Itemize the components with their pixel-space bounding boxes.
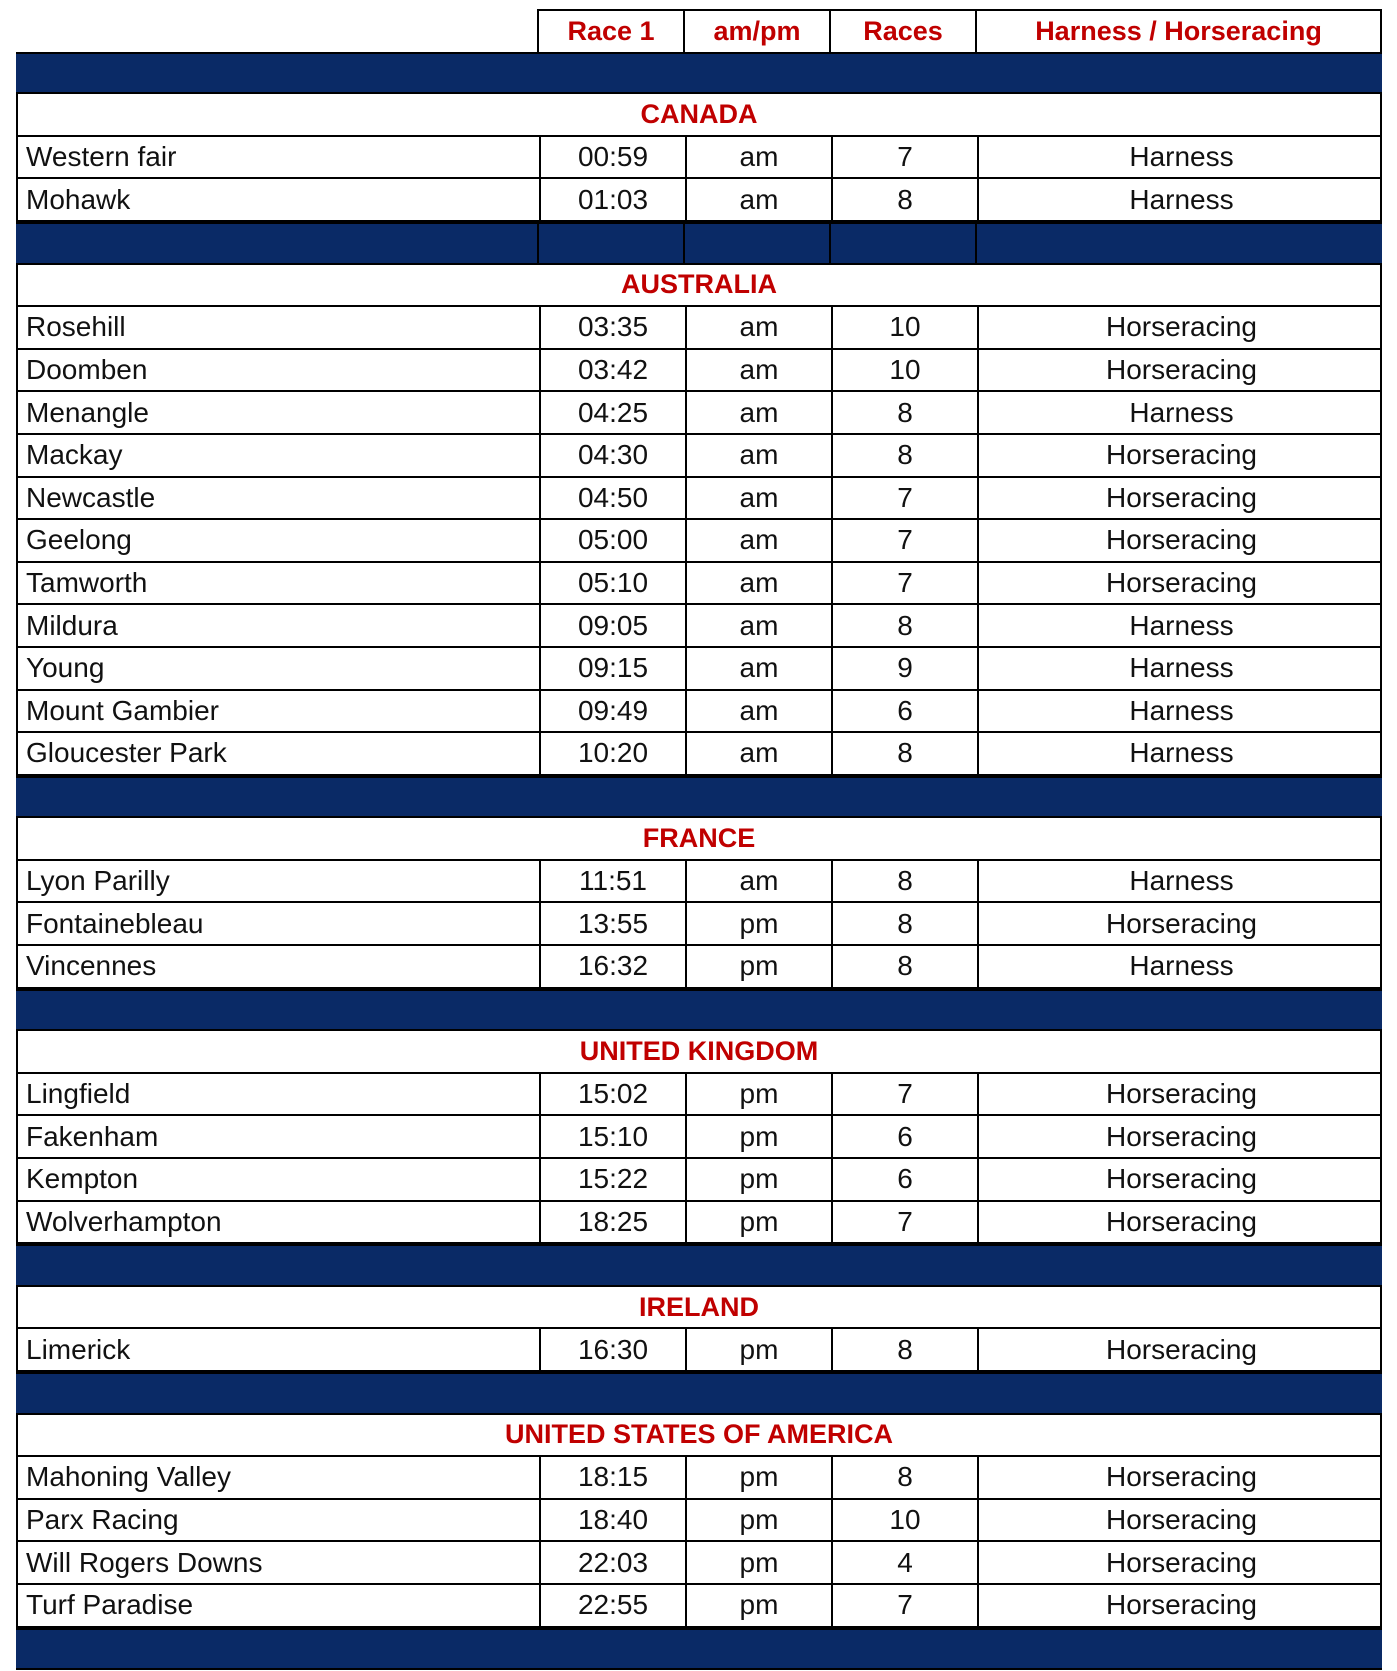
races-count-cell: 8 (831, 435, 977, 476)
races-count-cell: 7 (831, 1202, 977, 1243)
table-row (16, 392, 1382, 435)
table-row (16, 605, 1382, 648)
race-schedule-table (16, 9, 1382, 1670)
header-races: Races (829, 9, 975, 52)
race-type-cell: Horseracing (977, 1116, 1384, 1157)
race-type-cell: Horseracing (977, 1542, 1384, 1583)
ampm-cell: am (685, 691, 831, 732)
race1-time-cell: 03:42 (539, 350, 685, 391)
ampm-cell: am (685, 478, 831, 519)
table-row (16, 350, 1382, 393)
venue-cell: Kempton (26, 1163, 139, 1195)
ampm-cell: pm (685, 1457, 831, 1498)
race1-time-cell: 18:40 (539, 1500, 685, 1541)
ampm-cell: pm (685, 946, 831, 987)
races-count-cell: 7 (831, 1585, 977, 1626)
race-type-cell: Harness (977, 691, 1384, 732)
section-title: AUSTRALIA (16, 265, 1382, 308)
ampm-cell: pm (685, 1585, 831, 1626)
header-row (16, 9, 1382, 52)
table-row (16, 1542, 1382, 1585)
table-row (16, 903, 1382, 946)
table-row (16, 1202, 1382, 1245)
venue-cell: Mackay (26, 439, 123, 471)
races-count-cell: 6 (831, 1116, 977, 1157)
race1-time-cell: 18:15 (539, 1457, 685, 1498)
section-title: FRANCE (16, 818, 1382, 861)
race-type-cell: Harness (977, 392, 1384, 433)
ampm-cell: am (685, 861, 831, 902)
races-count-cell: 8 (831, 903, 977, 944)
ampm-cell: pm (685, 1074, 831, 1115)
ampm-cell: am (685, 307, 831, 348)
race1-time-cell: 22:03 (539, 1542, 685, 1583)
race-type-cell: Harness (977, 137, 1384, 178)
section-title: UNITED STATES OF AMERICA (16, 1415, 1382, 1458)
races-count-cell: 7 (831, 478, 977, 519)
race-type-cell: Horseracing (977, 350, 1384, 391)
band-cell (537, 224, 683, 263)
race-type-cell: Horseracing (977, 1585, 1384, 1626)
ampm-cell: am (685, 435, 831, 476)
table-row (16, 1159, 1382, 1202)
ampm-cell: pm (685, 1542, 831, 1583)
table-row (16, 1074, 1382, 1117)
race-type-cell: Horseracing (977, 903, 1384, 944)
races-count-cell: 7 (831, 1074, 977, 1115)
header-blank (16, 9, 537, 52)
venue-cell: Gloucester Park (26, 737, 227, 769)
race1-time-cell: 18:25 (539, 1202, 685, 1243)
venue-cell: Fakenham (26, 1120, 159, 1152)
venue-cell: Mahoning Valley (26, 1461, 231, 1493)
race1-time-cell: 09:05 (539, 605, 685, 646)
venue-cell: Fontainebleau (26, 907, 204, 939)
venue-cell: Geelong (26, 524, 132, 556)
section-divider-band (16, 222, 1382, 265)
race-type-cell: Horseracing (977, 478, 1384, 519)
venue-cell: Mount Gambier (26, 694, 219, 726)
section-title: IRELAND (16, 1287, 1382, 1330)
ampm-cell: pm (685, 1500, 831, 1541)
table-row (16, 946, 1382, 989)
races-count-cell: 6 (831, 1159, 977, 1200)
races-count-cell: 6 (831, 691, 977, 732)
races-count-cell: 8 (831, 946, 977, 987)
race-type-cell: Horseracing (977, 1074, 1384, 1115)
venue-cell: Mohawk (26, 183, 131, 215)
race-type-cell: Horseracing (977, 563, 1384, 604)
band-cell (975, 224, 1382, 263)
venue-cell: Lingfield (26, 1078, 131, 1110)
table-row (16, 478, 1382, 521)
race-type-cell: Horseracing (977, 1500, 1384, 1541)
races-count-cell: 8 (831, 392, 977, 433)
table-body (16, 52, 1382, 1671)
band-cell (16, 224, 537, 263)
section-divider-band (16, 52, 1382, 95)
ampm-cell: am (685, 137, 831, 178)
race1-time-cell: 15:22 (539, 1159, 685, 1200)
table-row (16, 520, 1382, 563)
table-row (16, 691, 1382, 734)
race-type-cell: Horseracing (977, 435, 1384, 476)
band-cell (683, 224, 829, 263)
race-type-cell: Harness (977, 605, 1384, 646)
race1-time-cell: 16:32 (539, 946, 685, 987)
table-row (16, 1585, 1382, 1628)
race-type-cell: Harness (977, 648, 1384, 689)
races-count-cell: 9 (831, 648, 977, 689)
section-divider-band (16, 1244, 1382, 1287)
venue-cell: Mildura (26, 609, 118, 641)
race-type-cell: Horseracing (977, 520, 1384, 561)
header-ampm: am/pm (683, 9, 829, 52)
races-count-cell: 8 (831, 179, 977, 220)
ampm-cell: pm (685, 903, 831, 944)
race1-time-cell: 05:00 (539, 520, 685, 561)
table-row (16, 1329, 1382, 1372)
table-row (16, 1116, 1382, 1159)
races-count-cell: 7 (831, 137, 977, 178)
ampm-cell: am (685, 520, 831, 561)
race1-time-cell: 04:30 (539, 435, 685, 476)
venue-cell: Young (26, 652, 105, 684)
ampm-cell: am (685, 350, 831, 391)
races-count-cell: 7 (831, 520, 977, 561)
race1-time-cell: 16:30 (539, 1329, 685, 1370)
race-type-cell: Horseracing (977, 1457, 1384, 1498)
venue-cell: Will Rogers Downs (26, 1546, 263, 1578)
races-count-cell: 8 (831, 605, 977, 646)
race-type-cell: Horseracing (977, 1329, 1384, 1370)
races-count-cell: 8 (831, 1329, 977, 1370)
ampm-cell: am (685, 733, 831, 774)
race1-time-cell: 00:59 (539, 137, 685, 178)
ampm-cell: am (685, 392, 831, 433)
race-type-cell: Horseracing (977, 307, 1384, 348)
ampm-cell: am (685, 605, 831, 646)
race1-time-cell: 04:25 (539, 392, 685, 433)
races-count-cell: 10 (831, 307, 977, 348)
race-type-cell: Horseracing (977, 1202, 1384, 1243)
venue-cell: Doomben (26, 354, 148, 386)
races-count-cell: 8 (831, 1457, 977, 1498)
ampm-cell: am (685, 563, 831, 604)
race1-time-cell: 22:55 (539, 1585, 685, 1626)
race-type-cell: Harness (977, 179, 1384, 220)
section-title: CANADA (16, 94, 1382, 137)
section-divider-band (16, 1628, 1382, 1671)
table-row (16, 435, 1382, 478)
race1-time-cell: 09:49 (539, 691, 685, 732)
table-row (16, 648, 1382, 691)
venue-cell: Menangle (26, 396, 149, 428)
table-row (16, 733, 1382, 776)
table-row (16, 1457, 1382, 1500)
race1-time-cell: 11:51 (539, 861, 685, 902)
race1-time-cell: 04:50 (539, 478, 685, 519)
race-type-cell: Horseracing (977, 1159, 1384, 1200)
venue-cell: Vincennes (26, 950, 157, 982)
header-race1: Race 1 (537, 9, 683, 52)
venue-cell: Parx Racing (26, 1504, 179, 1536)
race-type-cell: Harness (977, 946, 1384, 987)
table-row (16, 563, 1382, 606)
venue-cell: Wolverhampton (26, 1205, 222, 1237)
race-type-cell: Harness (977, 861, 1384, 902)
venue-cell: Newcastle (26, 481, 156, 513)
table-row (16, 179, 1382, 222)
race1-time-cell: 01:03 (539, 179, 685, 220)
race1-time-cell: 03:35 (539, 307, 685, 348)
race1-time-cell: 15:10 (539, 1116, 685, 1157)
races-count-cell: 8 (831, 733, 977, 774)
table-row (16, 307, 1382, 350)
race1-time-cell: 15:02 (539, 1074, 685, 1115)
races-count-cell: 10 (831, 350, 977, 391)
ampm-cell: am (685, 179, 831, 220)
ampm-cell: pm (685, 1202, 831, 1243)
race-type-cell: Harness (977, 733, 1384, 774)
venue-cell: Limerick (26, 1333, 131, 1365)
section-title: UNITED KINGDOM (16, 1031, 1382, 1074)
race1-time-cell: 13:55 (539, 903, 685, 944)
band-cell (829, 224, 975, 263)
section-divider-band (16, 989, 1382, 1032)
header-type: Harness / Horseracing (975, 9, 1382, 52)
venue-cell: Lyon Parilly (26, 865, 170, 897)
races-count-cell: 7 (831, 563, 977, 604)
races-count-cell: 8 (831, 861, 977, 902)
ampm-cell: pm (685, 1116, 831, 1157)
venue-cell: Tamworth (26, 567, 148, 599)
ampm-cell: pm (685, 1159, 831, 1200)
races-count-cell: 10 (831, 1500, 977, 1541)
ampm-cell: am (685, 648, 831, 689)
venue-cell: Rosehill (26, 311, 126, 343)
section-divider-band (16, 1372, 1382, 1415)
table-row (16, 1500, 1382, 1543)
venue-cell: Western fair (26, 141, 177, 173)
race1-time-cell: 05:10 (539, 563, 685, 604)
race1-time-cell: 10:20 (539, 733, 685, 774)
ampm-cell: pm (685, 1329, 831, 1370)
section-divider-band (16, 776, 1382, 819)
table-row (16, 861, 1382, 904)
race1-time-cell: 09:15 (539, 648, 685, 689)
races-count-cell: 4 (831, 1542, 977, 1583)
venue-cell: Turf Paradise (26, 1589, 194, 1621)
table-row (16, 137, 1382, 180)
